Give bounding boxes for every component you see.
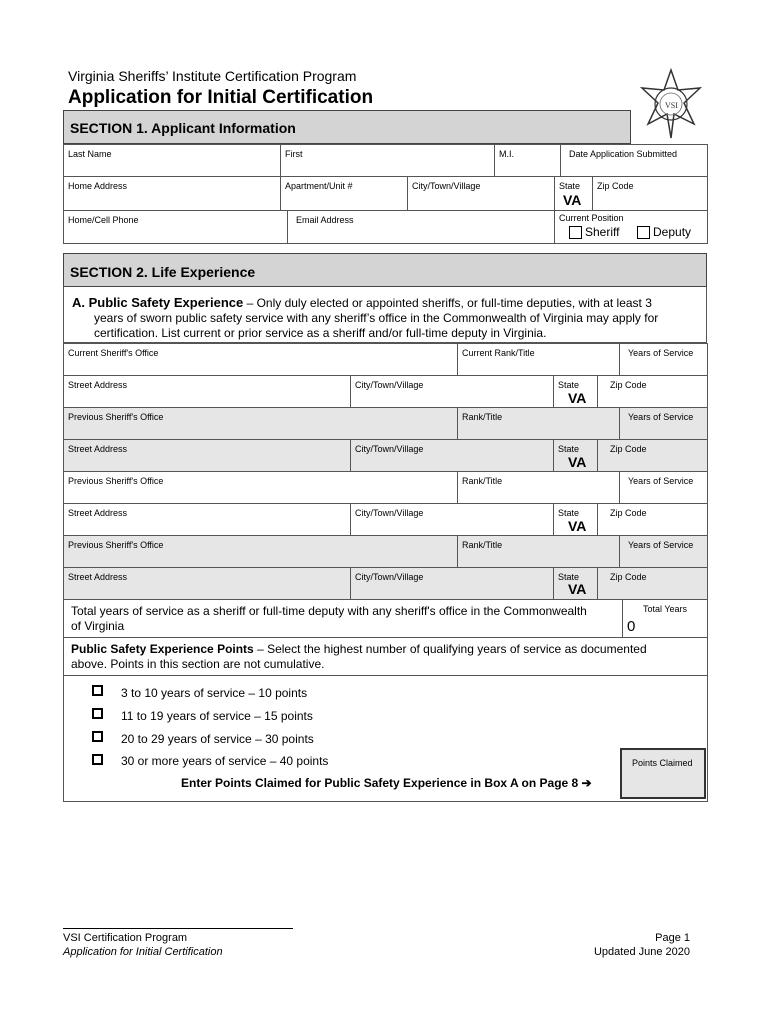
state-value: VA	[563, 192, 582, 208]
previous-office-2-field[interactable]: Previous Sheriff's Office	[64, 472, 458, 504]
option-label: 30 or more years of service – 40 points	[121, 754, 329, 768]
previous-city-1-field[interactable]: City/Town/Village	[351, 440, 554, 472]
points-options	[63, 676, 708, 802]
enter-points-instruction: Enter Points Claimed for Public Safety Experience in Box A on Page 8 ➔	[181, 776, 592, 790]
total-years-row: Total years of service as a sheriff or full-time deputy with any sheriff's office in the Commonwealth of Virginia Total Years 0	[63, 600, 708, 638]
page-number: Page 1	[655, 932, 690, 944]
last-name-field[interactable]: Last Name	[64, 145, 281, 177]
applicant-info-grid	[63, 144, 708, 244]
current-state-field[interactable]: State VA	[554, 376, 598, 408]
option-label: 3 to 10 years of service – 10 points	[121, 686, 308, 700]
footer-rule	[63, 928, 293, 929]
current-street-field[interactable]: Street Address	[64, 376, 351, 408]
previous-state-1-field[interactable]: State VA	[554, 440, 598, 472]
previous-rank-3-field[interactable]: Rank/Title	[458, 536, 620, 568]
points-claimed-box[interactable]: Points Claimed	[620, 748, 706, 799]
current-years-field[interactable]: Years of Service	[620, 344, 707, 376]
option-30-points-checkbox[interactable]	[92, 731, 103, 742]
city-field[interactable]: City/Town/Village	[408, 177, 555, 211]
section-2-title: SECTION 2. Life Experience	[70, 264, 256, 280]
total-years-box[interactable]: Total Years 0	[622, 599, 708, 637]
previous-office-3-field[interactable]: Previous Sheriff's Office	[64, 536, 458, 568]
footer-subtitle: Application for Initial Certification	[63, 946, 223, 958]
program-name: Virginia Sheriffs’ Institute Certification Program	[68, 68, 357, 84]
previous-city-2-field[interactable]: City/Town/Village	[351, 504, 554, 536]
option-10-points-checkbox[interactable]	[92, 685, 103, 696]
option-15-points-checkbox[interactable]	[92, 708, 103, 719]
previous-years-2-field[interactable]: Years of Service	[620, 472, 707, 504]
previous-office-1-field[interactable]: Previous Sheriff's Office	[64, 408, 458, 440]
option-label: 11 to 19 years of service – 15 points	[121, 709, 313, 723]
deputy-label: Deputy	[653, 225, 692, 239]
home-address-field[interactable]: Home Address	[64, 177, 281, 211]
previous-years-3-field[interactable]: Years of Service	[620, 536, 707, 568]
deputy-checkbox[interactable]	[637, 226, 650, 239]
page-title: Application for Initial Certification	[68, 87, 374, 108]
state-field[interactable]: State VA	[555, 177, 593, 211]
zip-code-field[interactable]: Zip Code	[593, 177, 707, 211]
current-zip-field[interactable]: Zip Code	[598, 376, 707, 408]
middle-initial-field[interactable]: M.I.	[495, 145, 561, 177]
sheriff-label: Sheriff	[585, 225, 620, 239]
section-1-title: SECTION 1. Applicant Information	[70, 120, 296, 136]
previous-street-2-field[interactable]: Street Address	[64, 504, 351, 536]
section-2-header	[63, 253, 707, 287]
previous-zip-1-field[interactable]: Zip Code	[598, 440, 707, 472]
service-history-table	[63, 343, 708, 600]
section-1-header	[63, 110, 631, 144]
section-a-heading: A. Public Safety Experience	[72, 295, 244, 310]
sheriff-checkbox[interactable]	[569, 226, 582, 239]
previous-state-3-field[interactable]: State VA	[554, 568, 598, 599]
previous-street-1-field[interactable]: Street Address	[64, 440, 351, 472]
previous-zip-2-field[interactable]: Zip Code	[598, 504, 707, 536]
previous-rank-2-field[interactable]: Rank/Title	[458, 472, 620, 504]
current-city-field[interactable]: City/Town/Village	[351, 376, 554, 408]
points-heading-row: Public Safety Experience Points – Select the highest number of qualifying years of service as documented above. Points in this section are not cumulative.	[63, 638, 708, 676]
previous-zip-3-field[interactable]: Zip Code	[598, 568, 707, 599]
previous-years-1-field[interactable]: Years of Service	[620, 408, 707, 440]
current-rank-field[interactable]: Current Rank/Title	[458, 344, 620, 376]
first-name-field[interactable]: First	[281, 145, 495, 177]
svg-text:VSI: VSI	[665, 101, 678, 110]
option-label: 20 to 29 years of service – 30 points	[121, 732, 314, 746]
previous-city-3-field[interactable]: City/Town/Village	[351, 568, 554, 599]
sheriff-star-badge-icon	[634, 66, 708, 144]
email-field[interactable]: Email Address	[288, 211, 555, 243]
updated-date: Updated June 2020	[593, 946, 690, 958]
previous-street-3-field[interactable]: Street Address	[64, 568, 351, 599]
apartment-field[interactable]: Apartment/Unit #	[281, 177, 408, 211]
option-40-points-checkbox[interactable]	[92, 754, 103, 765]
total-years-value: 0	[627, 618, 636, 635]
previous-rank-1-field[interactable]: Rank/Title	[458, 408, 620, 440]
current-office-field[interactable]: Current Sheriff's Office	[64, 344, 458, 376]
date-submitted-field[interactable]: Date Application Submitted	[561, 145, 707, 177]
current-position-field: Current Position Sheriff Deputy	[559, 213, 692, 239]
footer-program: VSI Certification Program	[63, 932, 188, 944]
phone-field[interactable]: Home/Cell Phone	[64, 211, 288, 243]
public-safety-intro: A. Public Safety Experience – Only duly elected or appointed sheriffs, or full-time deputies, with at least 3 years of sworn public safety service with any sheriff’s office in the Commonwealth of Virginia may apply for certification. List current or prior service as a sheriff and/or full-time deputy in Virginia.	[63, 287, 707, 343]
previous-state-2-field[interactable]: State VA	[554, 504, 598, 536]
